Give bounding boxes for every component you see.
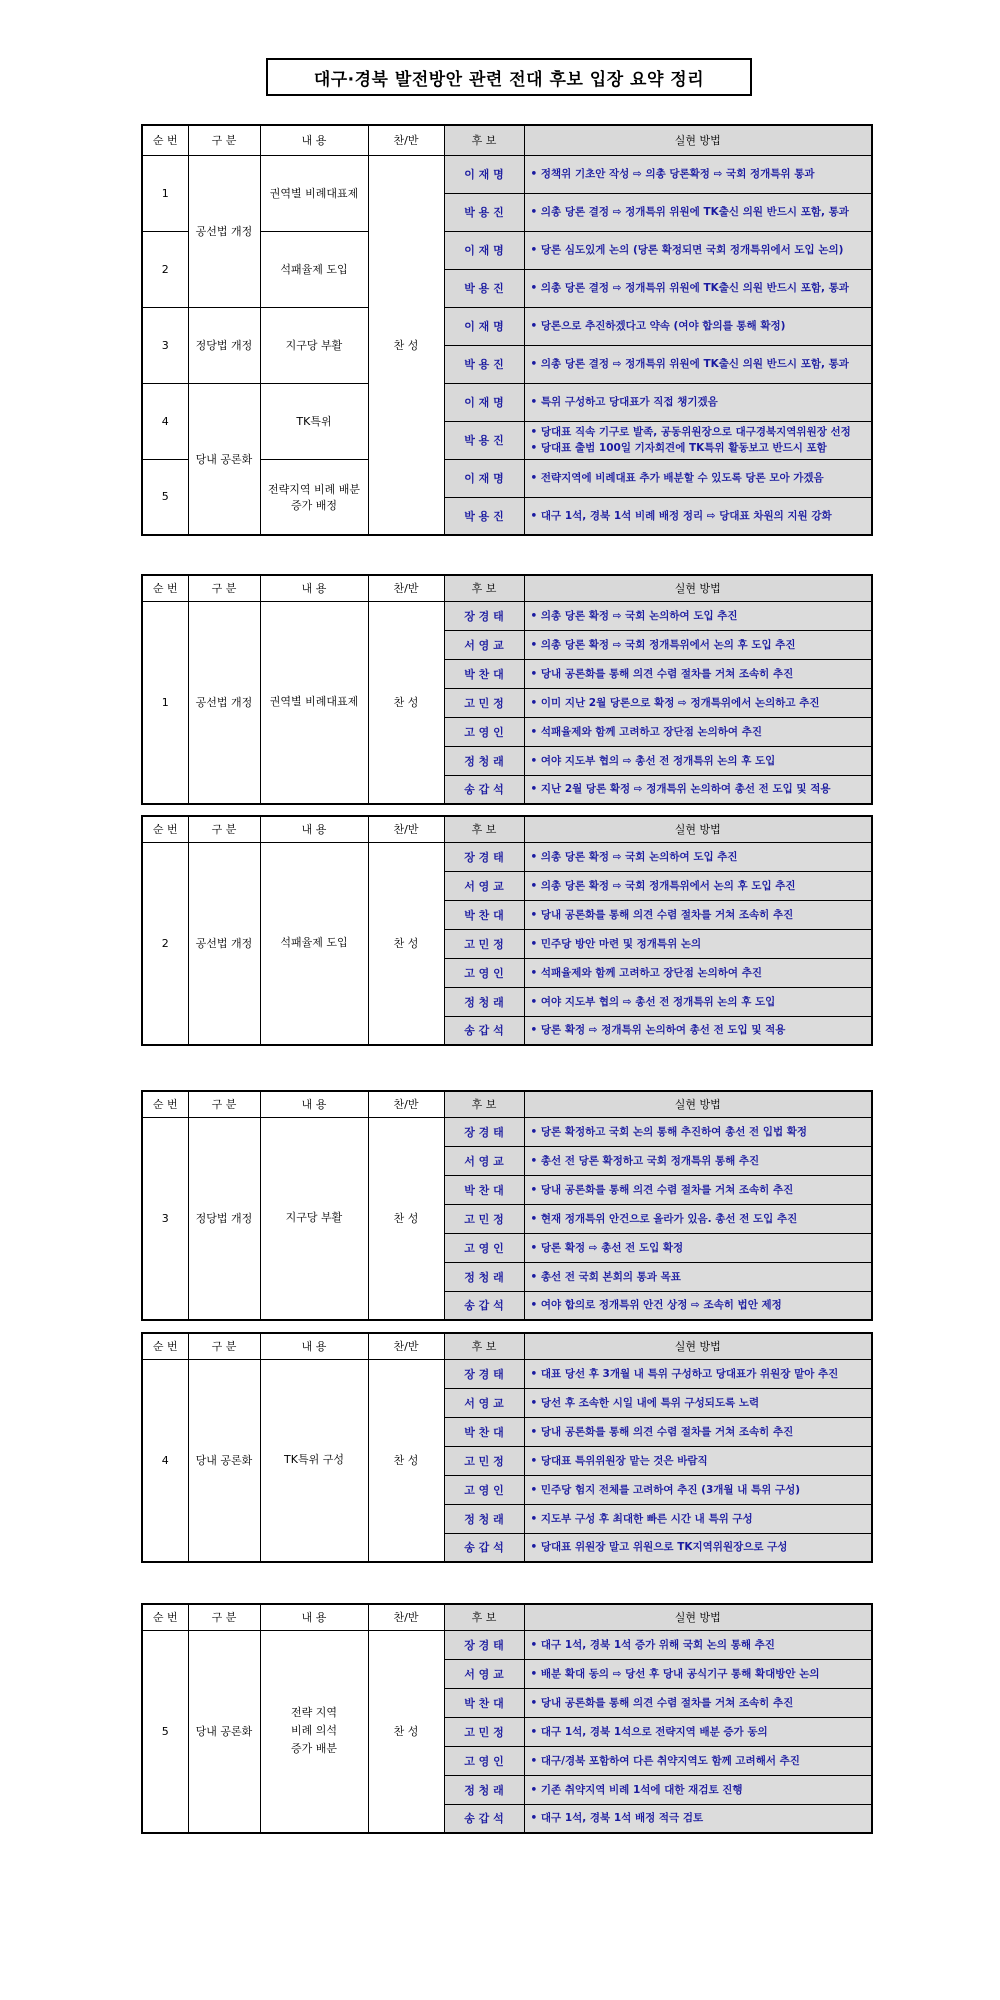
candidate-name: 이 재 명 <box>444 155 524 193</box>
col-header-content: 내 용 <box>260 575 368 601</box>
method-text: • 의총 당론 결정 ⇨ 정개특위 위원에 TK출신 의원 반드시 포함, 통과 <box>531 280 872 296</box>
candidate-name: 고 영 인 <box>444 1746 524 1775</box>
col-header-no: 순 번 <box>142 1333 188 1359</box>
method-text: • 당대표 출범 100일 기자회견에 TK특위 활동보고 반드시 포함 <box>531 440 872 456</box>
method-text: • 민주당 방안 마련 및 정개특위 논의 <box>531 936 872 952</box>
method-text: • 총선 전 당론 확정하고 국회 정개특위 통해 추진 <box>531 1153 872 1169</box>
col-header-stance: 찬/반 <box>368 1333 444 1359</box>
method-cell <box>524 1175 872 1204</box>
candidate-name: 이 재 명 <box>444 231 524 269</box>
candidate-name: 장 경 태 <box>444 842 524 871</box>
method-cell <box>524 1262 872 1291</box>
row-number: 5 <box>142 1630 188 1833</box>
row-number: 4 <box>142 1359 188 1562</box>
method-text: • 당론 확정하고 국회 논의 통해 추진하여 총선 전 입법 확정 <box>531 1124 872 1140</box>
candidate-name: 정 청 래 <box>444 746 524 775</box>
method-cell <box>524 421 872 459</box>
candidate-name: 장 경 태 <box>444 601 524 630</box>
category-cell: 당내 공론화 <box>188 1359 260 1562</box>
row-number: 3 <box>142 307 188 383</box>
candidate-name: 정 청 래 <box>444 987 524 1016</box>
stance-cell: 찬 성 <box>368 1359 444 1562</box>
candidate-name: 고 민 정 <box>444 929 524 958</box>
col-header-method: 실현 방법 <box>524 1604 872 1630</box>
method-cell <box>524 775 872 804</box>
method-cell <box>524 1388 872 1417</box>
method-text: • 대구/경북 포함하여 다른 취약지역도 함께 고려해서 추진 <box>531 1753 872 1769</box>
method-text: • 특위 구성하고 당대표가 직접 챙기겠음 <box>531 394 872 410</box>
candidate-name: 박 찬 대 <box>444 1175 524 1204</box>
method-cell <box>524 345 872 383</box>
method-cell <box>524 497 872 535</box>
row-number: 1 <box>142 601 188 804</box>
header-row <box>142 816 872 842</box>
category-cell: 당내 공론화 <box>188 383 260 535</box>
col-header-candidate: 후 보 <box>444 1333 524 1359</box>
method-cell <box>524 1717 872 1746</box>
method-cell <box>524 1146 872 1175</box>
col-header-no: 순 번 <box>142 1604 188 1630</box>
col-header-no: 순 번 <box>142 125 188 155</box>
method-text: • 당내 공론화를 통해 의견 수렴 절차를 거쳐 조속히 추진 <box>531 1695 872 1711</box>
method-text: • 이미 지난 2월 당론으로 확정 ⇨ 정개특위에서 논의하고 추진 <box>531 695 872 711</box>
summary-table <box>141 124 873 536</box>
col-header-stance: 찬/반 <box>368 1091 444 1117</box>
method-text: • 석패율제와 함께 고려하고 장단점 논의하여 추진 <box>531 965 872 981</box>
candidate-name: 서 영 교 <box>444 630 524 659</box>
candidate-table-5 <box>141 1603 873 1834</box>
content-line: 증가 배정 <box>290 498 337 512</box>
candidate-name: 송 갑 석 <box>444 1016 524 1045</box>
candidate-name: 송 갑 석 <box>444 1533 524 1562</box>
col-header-no: 순 번 <box>142 816 188 842</box>
method-text: • 대표 당선 후 3개월 내 특위 구성하고 당대표가 위원장 맡아 추진 <box>531 1366 872 1382</box>
method-text: • 정책위 기초안 작성 ⇨ 의총 당론확정 ⇨ 국회 정개특위 통과 <box>531 166 872 182</box>
stance-cell: 찬 성 <box>368 842 444 1045</box>
candidate-name: 서 영 교 <box>444 1146 524 1175</box>
col-header-candidate: 후 보 <box>444 125 524 155</box>
col-header-no: 순 번 <box>142 1091 188 1117</box>
method-text: • 전략지역에 비례대표 추가 배분할 수 있도록 당론 모아 가겠음 <box>531 470 872 486</box>
category-cell: 정당법 개정 <box>188 307 260 383</box>
method-text: • 의총 당론 결정 ⇨ 정개특위 위원에 TK출신 의원 반드시 포함, 통과 <box>531 204 872 220</box>
method-cell <box>524 1475 872 1504</box>
category-cell: 공선법 개정 <box>188 842 260 1045</box>
candidate-name: 고 영 인 <box>444 1475 524 1504</box>
table-row <box>142 601 872 630</box>
method-cell <box>524 1117 872 1146</box>
category-cell: 공선법 개정 <box>188 601 260 804</box>
candidate-name: 박 용 진 <box>444 345 524 383</box>
method-cell <box>524 1533 872 1562</box>
method-text: • 당내 공론화를 통해 의견 수렴 절차를 거쳐 조속히 추진 <box>531 666 872 682</box>
table-row <box>142 383 872 421</box>
candidate-name: 고 민 정 <box>444 1446 524 1475</box>
method-cell <box>524 601 872 630</box>
candidate-name: 서 영 교 <box>444 871 524 900</box>
method-cell <box>524 1659 872 1688</box>
content-cell <box>260 459 368 535</box>
content-cell: 권역별 비례대표제 <box>260 155 368 231</box>
method-cell <box>524 193 872 231</box>
method-cell <box>524 842 872 871</box>
category-cell: 정당법 개정 <box>188 1117 260 1320</box>
candidate-table-4 <box>141 1332 873 1563</box>
col-header-candidate: 후 보 <box>444 1091 524 1117</box>
candidate-table-3 <box>141 1090 873 1321</box>
table-row <box>142 1117 872 1146</box>
method-text: • 여야 지도부 협의 ⇨ 총선 전 정개특위 논의 후 도입 <box>531 753 872 769</box>
col-header-stance: 찬/반 <box>368 575 444 601</box>
candidate-name: 서 영 교 <box>444 1388 524 1417</box>
method-cell <box>524 688 872 717</box>
candidate-name: 박 찬 대 <box>444 1688 524 1717</box>
method-text: • 여야 합의로 정개특위 안건 상정 ⇨ 조속히 법안 제정 <box>531 1297 872 1313</box>
page-title: 대구·경북 발전방안 관련 전대 후보 입장 요약 정리 <box>266 58 752 96</box>
method-text: • 지도부 구성 후 최대한 빠른 시간 내 특위 구성 <box>531 1511 872 1527</box>
content-line: 지구당 부활 <box>285 1211 343 1225</box>
table-row <box>142 155 872 193</box>
candidate-name: 고 영 인 <box>444 717 524 746</box>
method-cell <box>524 987 872 1016</box>
method-cell <box>524 929 872 958</box>
col-header-content: 내 용 <box>260 1333 368 1359</box>
content-line: 비례 의석 <box>290 1724 337 1738</box>
method-text: • 당대표 위원장 말고 위원으로 TK지역위원장으로 구성 <box>531 1539 872 1555</box>
col-header-category: 구 분 <box>188 1604 260 1630</box>
method-cell <box>524 269 872 307</box>
candidate-name: 고 민 정 <box>444 1717 524 1746</box>
candidate-name: 정 청 래 <box>444 1504 524 1533</box>
col-header-category: 구 분 <box>188 125 260 155</box>
method-text: • 의총 당론 확정 ⇨ 국회 논의하여 도입 추진 <box>531 849 872 865</box>
candidate-name: 정 청 래 <box>444 1775 524 1804</box>
table-row <box>142 1359 872 1388</box>
row-number: 2 <box>142 231 188 307</box>
method-cell <box>524 1746 872 1775</box>
method-text: • 의총 당론 결정 ⇨ 정개특위 위원에 TK출신 의원 반드시 포함, 통과 <box>531 356 872 372</box>
row-number: 1 <box>142 155 188 231</box>
method-cell <box>524 1688 872 1717</box>
col-header-stance: 찬/반 <box>368 1604 444 1630</box>
category-cell: 공선법 개정 <box>188 155 260 307</box>
col-header-method: 실현 방법 <box>524 816 872 842</box>
candidate-name: 박 찬 대 <box>444 659 524 688</box>
method-cell <box>524 1504 872 1533</box>
header-row <box>142 1604 872 1630</box>
method-text: • 배분 확대 동의 ⇨ 당선 후 당내 공식기구 통해 확대방안 논의 <box>531 1666 872 1682</box>
candidate-name: 박 용 진 <box>444 269 524 307</box>
content-cell <box>260 601 368 804</box>
content-cell <box>260 842 368 1045</box>
method-cell <box>524 1630 872 1659</box>
method-text: • 당내 공론화를 통해 의견 수렴 절차를 거쳐 조속히 추진 <box>531 1424 872 1440</box>
col-header-category: 구 분 <box>188 575 260 601</box>
method-text: • 의총 당론 확정 ⇨ 국회 정개특위에서 논의 후 도입 추진 <box>531 878 872 894</box>
method-text: • 의총 당론 확정 ⇨ 국회 논의하여 도입 추진 <box>531 608 872 624</box>
candidate-name: 박 용 진 <box>444 193 524 231</box>
content-cell <box>260 1117 368 1320</box>
method-cell <box>524 1359 872 1388</box>
method-text: • 기존 취약지역 비례 1석에 대한 재검토 진행 <box>531 1782 872 1798</box>
row-number: 2 <box>142 842 188 1045</box>
col-header-method: 실현 방법 <box>524 575 872 601</box>
method-cell <box>524 1417 872 1446</box>
method-text: • 당내 공론화를 통해 의견 수렴 절차를 거쳐 조속히 추진 <box>531 907 872 923</box>
candidate-name: 이 재 명 <box>444 459 524 497</box>
candidate-name: 송 갑 석 <box>444 775 524 804</box>
method-cell <box>524 1016 872 1045</box>
col-header-stance: 찬/반 <box>368 816 444 842</box>
candidate-name: 정 청 래 <box>444 1262 524 1291</box>
method-text: • 여야 지도부 협의 ⇨ 총선 전 정개특위 논의 후 도입 <box>531 994 872 1010</box>
method-text: • 당론 확정 ⇨ 정개특위 논의하여 총선 전 도입 및 적용 <box>531 1022 872 1038</box>
method-text: • 현재 정개특위 안건으로 올라가 있음. 총선 전 도입 추진 <box>531 1211 872 1227</box>
col-header-candidate: 후 보 <box>444 1604 524 1630</box>
category-cell: 당내 공론화 <box>188 1630 260 1833</box>
method-cell <box>524 383 872 421</box>
table-row <box>142 842 872 871</box>
method-text: • 당론으로 추진하겠다고 약속 (여야 합의를 통해 확정) <box>531 318 872 334</box>
method-text: • 석패율제와 함께 고려하고 장단점 논의하여 추진 <box>531 724 872 740</box>
method-cell <box>524 659 872 688</box>
method-text: • 당선 후 조속한 시일 내에 특위 구성되도록 노력 <box>531 1395 872 1411</box>
col-header-content: 내 용 <box>260 1091 368 1117</box>
method-text: • 대구 1석, 경북 1석 비례 배정 정리 ⇨ 당대표 차원의 지원 강화 <box>531 508 872 524</box>
content-line: TK특위 구성 <box>284 1453 344 1467</box>
method-text: • 총선 전 국회 본회의 통과 목표 <box>531 1269 872 1285</box>
method-text: • 의총 당론 확정 ⇨ 국회 정개특위에서 논의 후 도입 추진 <box>531 637 872 653</box>
candidate-name: 박 용 진 <box>444 421 524 459</box>
method-text: • 당론 확정 ⇨ 총선 전 도입 확정 <box>531 1240 872 1256</box>
method-cell <box>524 307 872 345</box>
table-row <box>142 307 872 345</box>
col-header-category: 구 분 <box>188 1333 260 1359</box>
method-text: • 당내 공론화를 통해 의견 수렴 절차를 거쳐 조속히 추진 <box>531 1182 872 1198</box>
candidate-name: 송 갑 석 <box>444 1291 524 1320</box>
method-text: • 대구 1석, 경북 1석 증가 위해 국회 논의 통해 추진 <box>531 1637 872 1653</box>
method-cell <box>524 231 872 269</box>
candidate-name: 장 경 태 <box>444 1630 524 1659</box>
col-header-method: 실현 방법 <box>524 1333 872 1359</box>
content-cell <box>260 1630 368 1833</box>
method-cell <box>524 1446 872 1475</box>
stance-cell: 찬 성 <box>368 155 444 535</box>
candidate-name: 이 재 명 <box>444 383 524 421</box>
content-line: 전략 지역 <box>290 1706 337 1720</box>
header-row <box>142 1091 872 1117</box>
method-text: • 민주당 험지 전체를 고려하여 추진 (3개월 내 특위 구성) <box>531 1482 872 1498</box>
method-cell <box>524 746 872 775</box>
candidate-table-2 <box>141 815 873 1046</box>
method-cell <box>524 1775 872 1804</box>
stance-cell: 찬 성 <box>368 1117 444 1320</box>
method-cell <box>524 1204 872 1233</box>
method-text: • 대구 1석, 경북 1석으로 전략지역 배분 증가 동의 <box>531 1724 872 1740</box>
col-header-no: 순 번 <box>142 575 188 601</box>
header-row <box>142 1333 872 1359</box>
col-header-category: 구 분 <box>188 1091 260 1117</box>
candidate-name: 고 민 정 <box>444 688 524 717</box>
content-line: 권역별 비례대표제 <box>269 695 359 709</box>
col-header-method: 실현 방법 <box>524 125 872 155</box>
col-header-candidate: 후 보 <box>444 816 524 842</box>
method-cell <box>524 958 872 987</box>
header-row <box>142 575 872 601</box>
row-number: 4 <box>142 383 188 459</box>
stance-cell: 찬 성 <box>368 1630 444 1833</box>
method-cell <box>524 155 872 193</box>
method-cell <box>524 1291 872 1320</box>
row-number: 5 <box>142 459 188 535</box>
candidate-name: 박 찬 대 <box>444 900 524 929</box>
content-cell <box>260 1359 368 1562</box>
method-cell <box>524 1804 872 1833</box>
method-text: • 지난 2월 당론 확정 ⇨ 정개특위 논의하여 총선 전 도입 및 적용 <box>531 781 872 797</box>
col-header-content: 내 용 <box>260 1604 368 1630</box>
content-line: 전략지역 비례 배분 <box>267 482 360 496</box>
candidate-name: 이 재 명 <box>444 307 524 345</box>
method-cell <box>524 459 872 497</box>
method-text: • 당론 심도있게 논의 (당론 확정되면 국회 정개특위에서 도입 논의) <box>531 242 872 258</box>
content-line: 석패율제 도입 <box>280 936 348 950</box>
col-header-content: 내 용 <box>260 125 368 155</box>
method-cell <box>524 871 872 900</box>
candidate-name: 고 영 인 <box>444 1233 524 1262</box>
method-cell <box>524 1233 872 1262</box>
content-cell: 지구당 부활 <box>260 307 368 383</box>
candidate-name: 고 영 인 <box>444 958 524 987</box>
method-text: • 당대표 직속 기구로 발족, 공동위원장으로 대구경북지역위원장 선정 <box>531 424 872 440</box>
method-text: • 당대표 특위위원장 맡는 것은 바람직 <box>531 1453 872 1469</box>
table-row <box>142 1630 872 1659</box>
col-header-candidate: 후 보 <box>444 575 524 601</box>
method-text: • 대구 1석, 경북 1석 배정 적극 검토 <box>531 1810 872 1826</box>
col-header-stance: 찬/반 <box>368 125 444 155</box>
candidate-name: 장 경 태 <box>444 1359 524 1388</box>
candidate-name: 고 민 정 <box>444 1204 524 1233</box>
method-cell <box>524 900 872 929</box>
header-row <box>142 125 872 155</box>
method-cell <box>524 630 872 659</box>
candidate-table-1 <box>141 574 873 805</box>
candidate-name: 서 영 교 <box>444 1659 524 1688</box>
content-line: 증가 배분 <box>290 1742 337 1756</box>
col-header-category: 구 분 <box>188 816 260 842</box>
candidate-name: 장 경 태 <box>444 1117 524 1146</box>
candidate-name: 송 갑 석 <box>444 1804 524 1833</box>
stance-cell: 찬 성 <box>368 601 444 804</box>
method-cell <box>524 717 872 746</box>
col-header-content: 내 용 <box>260 816 368 842</box>
content-cell: TK특위 <box>260 383 368 459</box>
col-header-method: 실현 방법 <box>524 1091 872 1117</box>
content-cell: 석패율제 도입 <box>260 231 368 307</box>
candidate-name: 박 용 진 <box>444 497 524 535</box>
candidate-name: 박 찬 대 <box>444 1417 524 1446</box>
row-number: 3 <box>142 1117 188 1320</box>
